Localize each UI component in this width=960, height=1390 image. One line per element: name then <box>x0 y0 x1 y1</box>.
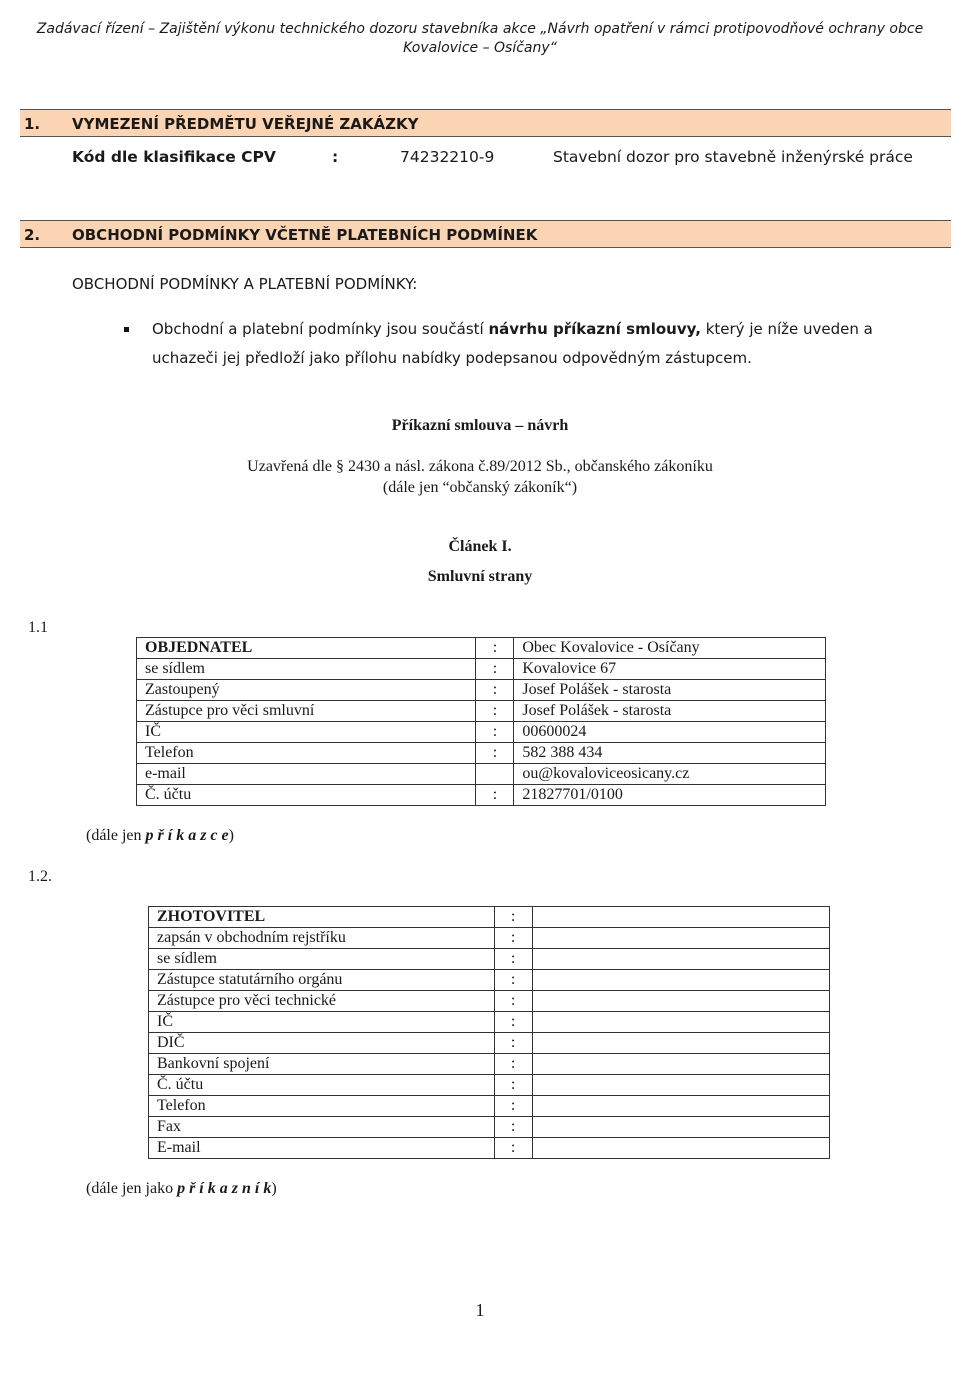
contractor-row-label: Zástupce statutárního orgánu <box>149 970 495 991</box>
contractor-row-colon: : <box>494 1117 532 1138</box>
client-row-label: Zástupce pro věci smluvní <box>137 701 476 722</box>
contractor-row-colon: : <box>494 907 532 928</box>
contractor-row-colon: : <box>494 1096 532 1117</box>
article-title: Smluvní strany <box>427 568 533 585</box>
contractor-note <box>86 1180 277 1198</box>
contractor-row <box>149 970 830 991</box>
contractor-row <box>149 1117 830 1138</box>
contractor-row-label: DIČ <box>149 1033 495 1054</box>
contractor-row <box>149 1096 830 1117</box>
cpv-colon: : <box>332 148 339 166</box>
contractor-row <box>149 1054 830 1075</box>
client-table <box>136 637 826 806</box>
contractor-row-label: zapsán v obchodním rejstříku <box>149 928 495 949</box>
contractor-row-value <box>532 970 829 991</box>
contractor-table <box>148 906 830 1159</box>
contractor-row-value <box>532 1096 829 1117</box>
contractor-row-value <box>532 907 829 928</box>
contractor-row-value <box>532 991 829 1012</box>
client-row-label: Č. účtu <box>137 785 476 806</box>
contractor-row-colon: : <box>494 1138 532 1159</box>
client-row-colon: : <box>476 785 514 806</box>
client-row-value: 21827701/0100 <box>514 785 826 806</box>
section-2-number: 2. <box>24 226 41 244</box>
contractor-row-value <box>532 1117 829 1138</box>
contractor-row-label: se sídlem <box>149 949 495 970</box>
bullet-marker-icon <box>124 327 129 332</box>
contractor-row <box>149 907 830 928</box>
client-row-colon <box>476 764 514 785</box>
client-row-colon: : <box>476 680 514 701</box>
contractor-row-label: E-mail <box>149 1138 495 1159</box>
contractor-row-colon: : <box>494 970 532 991</box>
header-line-1: Zadávací řízení – Zajištění výkonu technického dozoru stavebníka akce „Návrh opatření v rámci protipovodňové ochrany obce <box>36 21 924 37</box>
client-note-term: p ř í k a z c e <box>145 827 229 844</box>
client-row-value: 00600024 <box>514 722 826 743</box>
party-2-number: 1.2. <box>28 868 52 885</box>
contractor-row-colon: : <box>494 1075 532 1096</box>
client-row <box>137 701 826 722</box>
contractor-row-value <box>532 1138 829 1159</box>
client-row <box>137 638 826 659</box>
contractor-row-colon: : <box>494 991 532 1012</box>
client-row-label: e-mail <box>137 764 476 785</box>
bullet-line-2: uchazeči jej předloží jako přílohu nabídky podepsanou odpovědným zástupcem. <box>152 349 752 367</box>
contractor-row-colon: : <box>494 1033 532 1054</box>
header-line-2: Kovalovice – Osíčany“ <box>403 40 557 56</box>
page-number: 1 <box>475 1300 485 1320</box>
client-row-label: se sídlem <box>137 659 476 680</box>
client-row-colon: : <box>476 701 514 722</box>
contractor-row-colon: : <box>494 1012 532 1033</box>
contractor-row-label: Telefon <box>149 1096 495 1117</box>
bullet-text-part-2: který je níže uveden a <box>700 320 873 338</box>
section-2-subtitle: OBCHODNÍ PODMÍNKY A PLATEBNÍ PODMÍNKY: <box>72 275 418 293</box>
client-row-label: Telefon <box>137 743 476 764</box>
cpv-description: Stavební dozor pro stavebně inženýrské práce <box>553 148 913 166</box>
client-row-value: ou@kovaloviceosicany.cz <box>514 764 826 785</box>
client-row-value: Obec Kovalovice - Osíčany <box>514 638 826 659</box>
client-row <box>137 764 826 785</box>
client-row-colon: : <box>476 638 514 659</box>
contractor-row-label: Bankovní spojení <box>149 1054 495 1075</box>
client-row-value: Josef Polášek - starosta <box>514 701 826 722</box>
section-1-title: VYMEZENÍ PŘEDMĚTU VEŘEJNÉ ZAKÁZKY <box>72 115 419 133</box>
contractor-row-value <box>532 1012 829 1033</box>
contractor-row <box>149 1075 830 1096</box>
contractor-row <box>149 991 830 1012</box>
client-row-label: OBJEDNATEL <box>137 638 476 659</box>
client-row-value: 582 388 434 <box>514 743 826 764</box>
contract-law-line-1: Uzavřená dle § 2430 a násl. zákona č.89/2012 Sb., občanského zákoníku <box>247 458 713 475</box>
contractor-row-value <box>532 949 829 970</box>
client-row-colon: : <box>476 743 514 764</box>
cpv-code: 74232210-9 <box>400 148 495 166</box>
contractor-row-value <box>532 1033 829 1054</box>
client-row-value: Josef Polášek - starosta <box>514 680 826 701</box>
client-row <box>137 785 826 806</box>
client-row-colon: : <box>476 659 514 680</box>
contractor-row <box>149 1012 830 1033</box>
section-2-heading <box>20 220 951 248</box>
client-row-label: IČ <box>137 722 476 743</box>
contractor-note-suffix: ) <box>271 1180 277 1197</box>
contractor-row <box>149 1138 830 1159</box>
contract-title: Příkazní smlouva – návrh <box>391 417 569 434</box>
contract-law-line-2: (dále jen “občanský zákoník“) <box>382 479 578 496</box>
contractor-row-label: ZHOTOVITEL <box>149 907 495 928</box>
client-row-label: Zastoupený <box>137 680 476 701</box>
client-row <box>137 680 826 701</box>
document-header <box>20 20 940 58</box>
contractor-row-value <box>532 1054 829 1075</box>
contractor-row-label: Zástupce pro věci technické <box>149 991 495 1012</box>
section-1-number: 1. <box>24 115 41 133</box>
contractor-row <box>149 1033 830 1054</box>
client-row <box>137 743 826 764</box>
contractor-row-colon: : <box>494 949 532 970</box>
bullet-text-bold: návrhu příkazní smlouvy, <box>488 320 701 338</box>
contractor-row-label: Č. účtu <box>149 1075 495 1096</box>
contractor-row <box>149 949 830 970</box>
contractor-row-value <box>532 1075 829 1096</box>
client-note-suffix: ) <box>228 827 234 844</box>
client-row-value: Kovalovice 67 <box>514 659 826 680</box>
cpv-label: Kód dle klasifikace CPV <box>72 148 276 166</box>
contractor-row-value <box>532 928 829 949</box>
contractor-row-label: Fax <box>149 1117 495 1138</box>
section-2-title: OBCHODNÍ PODMÍNKY VČETNĚ PLATEBNÍCH PODMÍNEK <box>72 226 538 244</box>
section-1-heading <box>20 109 951 137</box>
contractor-row <box>149 928 830 949</box>
contractor-row-label: IČ <box>149 1012 495 1033</box>
contractor-row-colon: : <box>494 1054 532 1075</box>
bullet-line-1 <box>152 320 873 338</box>
contractor-row-colon: : <box>494 928 532 949</box>
client-row <box>137 722 826 743</box>
article-number: Článek I. <box>448 538 512 555</box>
contractor-note-prefix: (dále jen jako <box>86 1180 178 1197</box>
client-note-prefix: (dále jen <box>86 827 146 844</box>
contractor-note-term: p ř í k a z n í k <box>177 1180 272 1197</box>
party-1-number: 1.1 <box>28 619 48 636</box>
bullet-text-part-1: Obchodní a platební podmínky jsou součástí <box>152 320 489 338</box>
client-row <box>137 659 826 680</box>
client-row-colon: : <box>476 722 514 743</box>
client-note <box>86 827 234 845</box>
